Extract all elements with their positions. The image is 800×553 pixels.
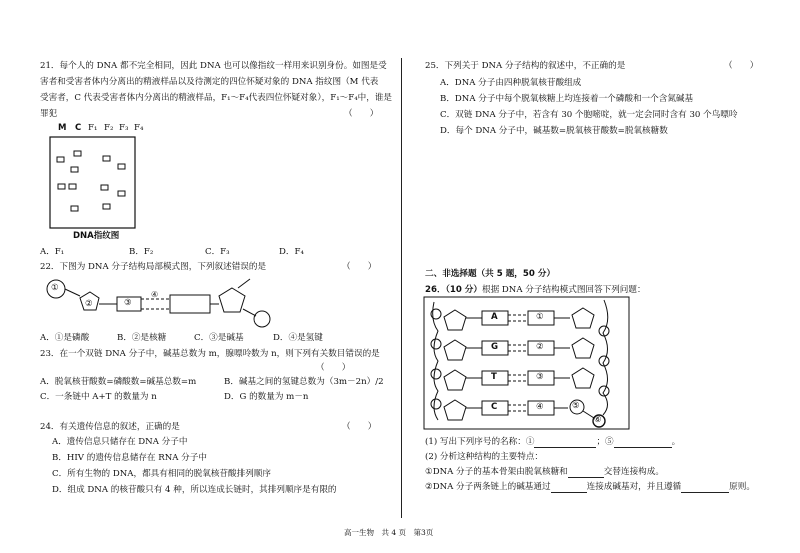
answer-blank-principle[interactable] — [681, 492, 729, 493]
sub2b-end: 原则。 — [729, 482, 755, 492]
q25-option-d[interactable]: D．每个 DNA 分子中，碱基数=脱氧核苷酸数=脱氧核糖数 — [440, 126, 668, 136]
mark-6-label: ⑥ — [594, 415, 602, 425]
label-1: ① — [51, 283, 59, 293]
sugar-left-4 — [444, 400, 466, 420]
q25-option-b[interactable]: B．DNA 分子中每个脱氧核糖上均连接着一个磷酸和一个含氮碱基 — [440, 94, 694, 104]
q26-score: 26．（10 分） — [425, 285, 482, 295]
q24-option-d[interactable]: D．组成 DNA 的核苷酸只有 4 种，所以连成长链时，其排列顺序是有限的 — [52, 485, 337, 495]
section-2-heading: 二、非选择题（共 5 题，50 分） — [425, 269, 556, 279]
answer-blank-bond[interactable] — [551, 492, 587, 493]
sub1-prompt-b: ；⑤ — [596, 437, 614, 447]
q21-option-b[interactable]: B．F₂ — [129, 247, 154, 257]
q23-stem: 23．在一个双链 DNA 分子中，碱基总数为 m，腺嘌呤数为 n，则下列有关数目错误的是 — [40, 349, 380, 359]
sub2b-prompt-a: ②DNA 分子两条链上的碱基通过 — [425, 482, 551, 492]
q21-option-c[interactable]: C．F₃ — [205, 247, 230, 257]
col-label-f2: F₂ — [104, 123, 114, 133]
q24-option-b[interactable]: B．HIV 的遗传信息储存在 RNA 分子中 — [52, 453, 207, 463]
base-c-label: C — [491, 402, 498, 412]
q24-option-c[interactable]: C．所有生物的 DNA，都具有相同的脱氧核苷酸排列顺序 — [52, 469, 271, 479]
q21-option-d[interactable]: D．F₄ — [279, 247, 304, 257]
q26-sub1 — [425, 438, 680, 448]
fingerprint-caption: DNA指纹图 — [73, 231, 120, 241]
sugar-right-1 — [572, 308, 594, 328]
q25-option-a[interactable]: A．DNA 分子由四种脱氧核苷酸组成 — [440, 78, 582, 88]
q22-stem: 22．下图为 DNA 分子结构局部模式图，下列叙述错误的是 — [40, 262, 267, 272]
q23-option-b[interactable]: B．碱基之间的氢键总数为（3m－2n）/2 — [224, 377, 384, 387]
q22-option-c[interactable]: C．③是碱基 — [194, 333, 244, 343]
mark-5-label: ⑤ — [572, 401, 580, 411]
q23-option-d[interactable]: D．G 的数量为 m－n — [224, 392, 309, 402]
col-label-c: C — [75, 123, 82, 133]
col-label-f4: F₄ — [134, 123, 144, 133]
q21-line4: 罪犯 — [40, 109, 58, 119]
sugar-left-2 — [444, 340, 466, 360]
base-2-label: ② — [536, 342, 544, 352]
phosphate-left-2 — [431, 339, 441, 349]
sugar-left-3 — [444, 370, 466, 390]
q25-answer-paren: （ ） — [724, 61, 759, 71]
q21-line1: 21．每个人的 DNA 都不完全相同，因此 DNA 也可以像指纹一样用来识别身份。如图是受 — [40, 61, 387, 71]
sugar-right-3 — [572, 368, 594, 388]
q24-option-a[interactable]: A．遗传信息只储存在 DNA 分子中 — [52, 437, 188, 447]
q23-option-a[interactable]: A．脱氧核苷酸数=磷酸数=碱基总数=m — [40, 377, 197, 387]
q23-option-c[interactable]: C．一条链中 A+T 的数量为 n — [40, 392, 157, 402]
q21-option-a[interactable]: A．F₁ — [40, 247, 65, 257]
base-4-label: ④ — [536, 402, 544, 412]
col-label-m: M — [58, 123, 67, 133]
base-a-label: A — [491, 312, 498, 322]
left-backbone — [433, 302, 438, 420]
base-1-label: ① — [536, 312, 544, 322]
phosphate-left-3 — [431, 369, 441, 379]
q26-sub2b — [425, 483, 755, 493]
figure-frame — [424, 297, 629, 429]
sub2b-prompt-b: 连接成碱基对，并且遵循 — [586, 482, 682, 492]
q22-option-d[interactable]: D．④是氢键 — [273, 333, 323, 343]
phosphate-left-4 — [431, 399, 441, 409]
sub1-prompt-a: (1) 写出下列序号的名称：① — [425, 437, 535, 447]
sugar-right-2 — [572, 338, 594, 358]
base-3-label: ③ — [536, 372, 544, 382]
q24-answer-paren: （ ） — [342, 422, 377, 432]
q21-line3: 受害者，C 代表受害者体内分离出的精液样品，F₁～F₄代表四位怀疑对象），F₁～F₄中，谁是 — [40, 93, 393, 103]
label-2: ② — [85, 299, 93, 309]
q21-line2: 害者和受害者体内分离出的精液样品以及待测定的四位怀疑对象的 DNA 指纹图（M 代表 — [40, 77, 379, 87]
base-t-label: T — [491, 372, 497, 382]
col-label-f3: F₃ — [119, 123, 129, 133]
label-4: ④ — [151, 290, 159, 299]
q25-option-c[interactable]: C．双链 DNA 分子中，若含有 30 个胞嘧啶，就一定会同时含有 30 个鸟嘌呤 — [440, 110, 738, 120]
label-3: ③ — [124, 298, 132, 308]
q21-answer-paren: （ ） — [344, 109, 379, 119]
sugar-left-1 — [444, 310, 466, 330]
answer-blank-backbone[interactable] — [568, 477, 604, 478]
q26-sub2a — [425, 468, 664, 478]
col-label-f1: F₁ — [88, 123, 98, 133]
answer-blank-5[interactable] — [614, 447, 672, 448]
q25-stem: 25．下列关于 DNA 分子结构的叙述中，不正确的是 — [425, 61, 626, 71]
q26-sub2: (2) 分析这种结构的主要特点： — [425, 452, 544, 462]
q23-answer-paren: （ ） — [316, 363, 351, 373]
q22-option-b[interactable]: B．②是核糖 — [117, 333, 167, 343]
sub2a-prompt-b: 交替连接构成。 — [603, 467, 664, 477]
q24-stem: 24．有关遗传信息的叙述，正确的是 — [40, 422, 180, 432]
answer-blank-1[interactable] — [534, 447, 596, 448]
q26-stem-text: 根据 DNA 分子结构模式图回答下列问题： — [482, 285, 646, 295]
page-footer: 高一生物 共 4 页 第3页 — [344, 528, 434, 537]
q22-option-a[interactable]: A．①是磷酸 — [40, 333, 90, 343]
q22-answer-paren: （ ） — [342, 262, 377, 272]
sub2a-prompt-a: ①DNA 分子的基本骨架由脱氧核糖和 — [425, 467, 568, 477]
sub1-end: 。 — [671, 437, 681, 447]
base-g-label: G — [491, 342, 499, 352]
